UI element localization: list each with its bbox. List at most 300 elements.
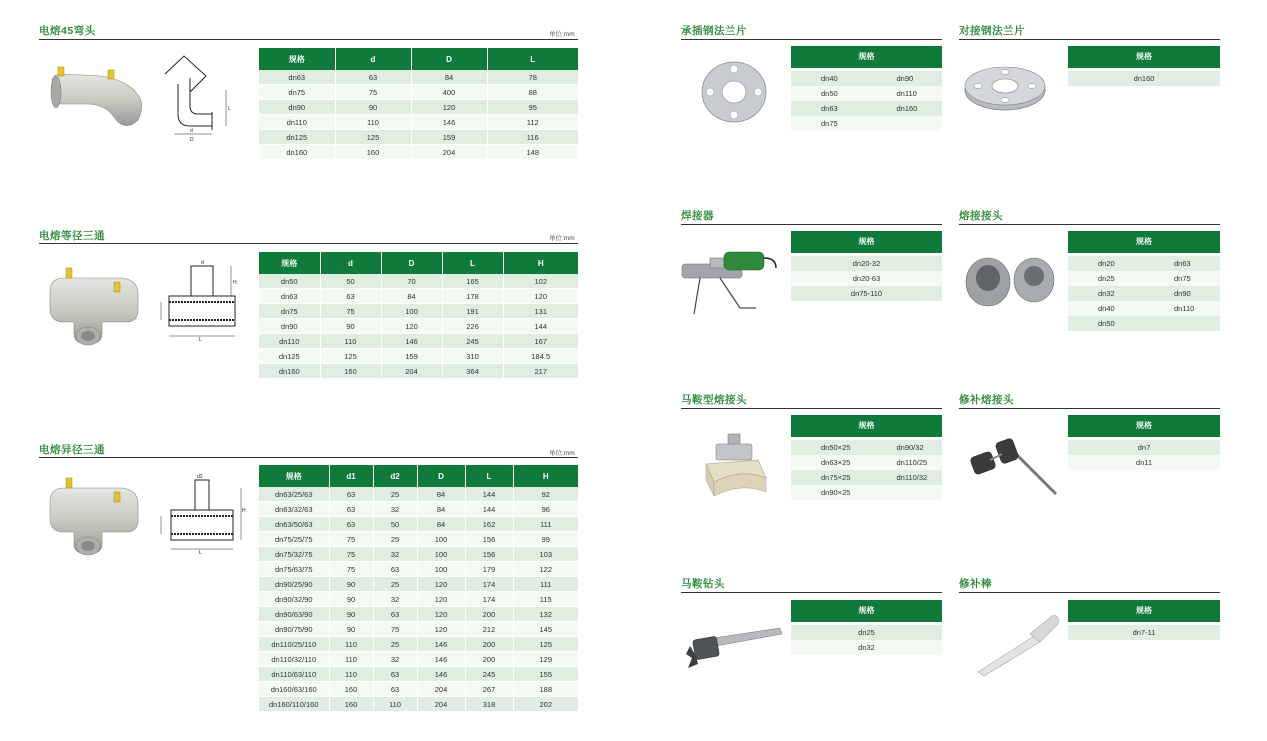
table-cell: 245	[442, 334, 503, 349]
spec-list-saddle-head	[791, 440, 942, 500]
table-row	[259, 532, 578, 547]
table-cell: 184.5	[503, 349, 578, 364]
svg-text:D: D	[190, 137, 194, 143]
table-cell: 204	[411, 145, 487, 160]
svg-text:H: H	[242, 508, 246, 514]
table-cell: dn125	[259, 349, 320, 364]
table-row	[259, 592, 578, 607]
list-item	[1068, 286, 1220, 301]
table-cell: dn75/25/75	[259, 532, 329, 547]
list-cell: dn7	[1137, 443, 1151, 452]
list-cell: dn110/25	[896, 458, 928, 467]
table-cell: 90	[320, 319, 381, 334]
list-item	[1068, 301, 1220, 316]
table-cell: 90	[329, 592, 373, 607]
list-cell: dn90	[1174, 289, 1191, 298]
table-header: H	[503, 252, 578, 274]
tee-photo	[44, 474, 144, 556]
table-cell: 159	[381, 349, 442, 364]
list-cell: dn32	[1098, 289, 1115, 298]
table-cell: 146	[417, 637, 465, 652]
table-row	[259, 70, 578, 85]
list-cell: dn20	[1098, 259, 1115, 268]
table-row	[259, 289, 578, 304]
list-item	[1068, 316, 1220, 331]
saddle-photo	[702, 432, 770, 500]
table-cell: 63	[329, 487, 373, 502]
table-cell: dn90/32/90	[259, 592, 329, 607]
table-cell: 110	[329, 637, 373, 652]
table-header: 规格	[791, 600, 942, 622]
svg-text:d: d	[190, 128, 193, 134]
fusion-head-photo	[964, 254, 1058, 310]
list-item	[791, 116, 942, 131]
table-cell: dn63/32/63	[259, 502, 329, 517]
list-item	[1068, 71, 1220, 86]
list-cell: dn25	[858, 628, 875, 637]
table-header: d	[335, 48, 411, 70]
table-cell: 146	[417, 652, 465, 667]
table-cell: 245	[465, 667, 513, 682]
table-cell: dn75	[259, 304, 320, 319]
list-item	[791, 625, 942, 640]
table-cell: 102	[503, 274, 578, 289]
table-row	[259, 145, 578, 160]
table-row	[259, 577, 578, 592]
table-cell: 84	[381, 289, 442, 304]
table-row	[259, 562, 578, 577]
repair-head-photo	[970, 432, 1062, 504]
table-cell: 155	[513, 667, 578, 682]
section-title-fusion-head: 熔接接头	[959, 210, 1003, 222]
table-cell: 148	[487, 145, 578, 160]
table-cell: 200	[465, 652, 513, 667]
list-cell: dn110	[1174, 304, 1195, 313]
section-title-welder: 焊接器	[681, 210, 714, 222]
svg-text:d2: d2	[197, 474, 203, 480]
table-cell: 364	[442, 364, 503, 379]
list-item	[791, 86, 942, 101]
table-cell: 120	[417, 577, 465, 592]
welder-photo	[680, 244, 780, 318]
flange-photo	[700, 60, 768, 124]
table-header: H	[513, 465, 578, 487]
table-cell: 200	[465, 637, 513, 652]
table-header: L	[465, 465, 513, 487]
table-cell: dn63/25/63	[259, 487, 329, 502]
table-row	[259, 274, 578, 289]
table-row	[259, 100, 578, 115]
table-cell: 217	[503, 364, 578, 379]
table-cell: 75	[320, 304, 381, 319]
table-cell: 132	[513, 607, 578, 622]
table-cell: 25	[373, 577, 417, 592]
table-cell: dn50	[259, 274, 320, 289]
table-cell: 90	[329, 607, 373, 622]
table-cell: 25	[373, 637, 417, 652]
list-item	[1068, 455, 1220, 470]
table-cell: 111	[513, 577, 578, 592]
list-cell: dn20-63	[852, 274, 881, 283]
table-cell: 146	[417, 667, 465, 682]
table-cell: dn110/32/110	[259, 652, 329, 667]
table-cell: 200	[465, 607, 513, 622]
list-item	[791, 101, 942, 116]
table-cell: 144	[465, 502, 513, 517]
table-cell: 100	[417, 562, 465, 577]
list-item	[791, 71, 942, 86]
table-cell: 267	[465, 682, 513, 697]
tee-drawing	[153, 260, 243, 342]
list-cell: dn75-110	[850, 289, 883, 298]
table-row	[259, 319, 578, 334]
table-cell: dn63	[259, 70, 335, 85]
table-cell: dn160/63/160	[259, 682, 329, 697]
table-cell: 120	[381, 319, 442, 334]
list-cell: dn7-11	[1132, 628, 1156, 637]
section-title-repair-head: 修补熔接头	[959, 394, 1014, 406]
table-cell: 63	[373, 682, 417, 697]
table-cell: 156	[465, 532, 513, 547]
table-cell: dn75/63/75	[259, 562, 329, 577]
table-cell: 95	[487, 100, 578, 115]
list-item	[1068, 256, 1220, 271]
list-cell: dn90×25	[821, 488, 851, 497]
list-cell	[867, 485, 943, 500]
section-title-equal-tee: 电熔等径三通	[39, 230, 105, 242]
spec-table-equal-tee	[259, 252, 578, 379]
list-cell: dn110/32	[896, 473, 928, 482]
table-cell: 50	[373, 517, 417, 532]
table-cell: 144	[465, 487, 513, 502]
table-header: 规格	[259, 48, 335, 70]
table-cell: 120	[417, 592, 465, 607]
divider	[959, 592, 1220, 593]
table-row	[259, 517, 578, 532]
table-cell: 191	[442, 304, 503, 319]
list-cell: dn160	[1133, 74, 1155, 83]
table-cell: 165	[442, 274, 503, 289]
spec-list-socket-flange	[791, 71, 942, 131]
list-item	[791, 485, 942, 500]
table-cell: 88	[487, 85, 578, 100]
table-header: D	[417, 465, 465, 487]
list-item	[1068, 440, 1220, 455]
list-cell: dn63×25	[821, 458, 851, 467]
table-cell: 146	[411, 115, 487, 130]
table-cell: 400	[411, 85, 487, 100]
table-cell: 160	[329, 697, 373, 712]
section-title-butt-flange: 对接钢法兰片	[959, 25, 1025, 37]
table-cell: dn90/75/90	[259, 622, 329, 637]
list-cell: dn50	[821, 89, 838, 98]
list-cell	[867, 116, 943, 131]
table-cell: 75	[373, 622, 417, 637]
table-cell: dn63	[259, 289, 320, 304]
table-row	[259, 667, 578, 682]
table-row	[259, 682, 578, 697]
list-cell: dn20-32	[852, 259, 881, 268]
list-cell: dn63	[1174, 259, 1191, 268]
table-row	[259, 547, 578, 562]
list-item	[1068, 625, 1220, 640]
table-cell: dn110	[259, 115, 335, 130]
table-cell: dn90	[259, 100, 335, 115]
list-cell: dn63	[821, 104, 838, 113]
table-header: 规格	[259, 252, 320, 274]
list-item	[1068, 271, 1220, 286]
table-cell: 112	[487, 115, 578, 130]
table-row	[259, 697, 578, 712]
divider	[681, 224, 942, 225]
divider	[681, 408, 942, 409]
table-cell: 160	[329, 682, 373, 697]
table-cell: 310	[442, 349, 503, 364]
spec-list-repair-rod	[1068, 625, 1220, 640]
list-cell: dn110	[896, 89, 917, 98]
table-header: D	[411, 48, 487, 70]
table-cell: 179	[465, 562, 513, 577]
table-header: 规格	[259, 465, 329, 487]
table-cell: 226	[442, 319, 503, 334]
table-cell: 110	[329, 652, 373, 667]
list-item	[791, 640, 942, 655]
spec-list-welder	[791, 256, 942, 301]
elbow-45-photo	[48, 64, 148, 134]
svg-text:L: L	[228, 106, 231, 112]
divider	[959, 39, 1220, 40]
table-cell: 145	[513, 622, 578, 637]
table-cell: 146	[381, 334, 442, 349]
table-row	[259, 334, 578, 349]
table-cell: dn110	[259, 334, 320, 349]
table-row	[259, 637, 578, 652]
list-cell	[1144, 316, 1220, 331]
table-cell: 84	[411, 70, 487, 85]
divider	[681, 592, 942, 593]
table-cell: 84	[417, 517, 465, 532]
list-cell: dn90/32	[896, 443, 924, 452]
table-cell: 75	[329, 547, 373, 562]
table-cell: 99	[513, 532, 578, 547]
table-cell: 103	[513, 547, 578, 562]
spec-table-reducing-tee	[259, 465, 578, 712]
spec-list-butt-flange	[1068, 71, 1220, 86]
table-cell: dn75	[259, 85, 335, 100]
table-row	[259, 85, 578, 100]
table-cell: 167	[503, 334, 578, 349]
section-title-repair-rod: 修补棒	[959, 578, 992, 590]
unit-label: 单位:mm	[549, 450, 575, 457]
list-cell: dn90	[896, 74, 914, 83]
section-title-reducing-tee: 电熔异径三通	[39, 444, 105, 456]
tee-photo	[44, 264, 144, 346]
unit-label: 单位:mm	[549, 235, 575, 242]
table-cell: 63	[329, 502, 373, 517]
spec-list-fusion-head	[1068, 256, 1220, 331]
table-cell: 25	[373, 487, 417, 502]
table-cell: 110	[335, 115, 411, 130]
table-cell: dn160	[259, 145, 335, 160]
table-header: 规格	[1068, 415, 1220, 437]
list-item	[791, 470, 942, 485]
table-row	[259, 349, 578, 364]
table-header: d1	[329, 465, 373, 487]
table-cell: 90	[329, 622, 373, 637]
list-cell: dn75	[1174, 274, 1191, 283]
table-cell: 144	[503, 319, 578, 334]
table-cell: 318	[465, 697, 513, 712]
spec-list-saddle-drill	[791, 625, 942, 655]
svg-text:H: H	[233, 280, 237, 286]
table-cell: 204	[417, 682, 465, 697]
list-cell: dn160	[896, 104, 918, 113]
table-row	[259, 364, 578, 379]
table-cell: 63	[335, 70, 411, 85]
table-header: 规格	[791, 46, 942, 68]
table-header: 规格	[1068, 600, 1220, 622]
table-cell: 75	[329, 532, 373, 547]
section-title-socket-flange: 承插钢法兰片	[681, 25, 747, 37]
table-cell: dn90	[259, 319, 320, 334]
table-cell: 131	[503, 304, 578, 319]
table-cell: 115	[513, 592, 578, 607]
table-cell: 202	[513, 697, 578, 712]
section-title-saddle-drill: 马鞍钻头	[681, 578, 725, 590]
divider	[681, 39, 942, 40]
table-cell: 78	[487, 70, 578, 85]
table-cell: 188	[513, 682, 578, 697]
table-cell: 110	[329, 667, 373, 682]
svg-text:L: L	[199, 550, 202, 556]
divider	[39, 39, 578, 40]
table-cell: 90	[335, 100, 411, 115]
list-item	[791, 271, 942, 286]
elbow-45-drawing	[160, 54, 240, 142]
table-row	[259, 652, 578, 667]
table-cell: 159	[411, 130, 487, 145]
table-cell: 204	[417, 697, 465, 712]
table-row	[259, 115, 578, 130]
table-cell: 63	[373, 607, 417, 622]
unit-label: 单位:mm	[549, 31, 575, 38]
table-cell: dn160/110/160	[259, 697, 329, 712]
table-cell: 96	[513, 502, 578, 517]
table-cell: 178	[442, 289, 503, 304]
table-row	[259, 502, 578, 517]
table-row	[259, 487, 578, 502]
table-header: d	[320, 252, 381, 274]
list-item	[791, 455, 942, 470]
table-cell: 25	[373, 532, 417, 547]
table-cell: dn90/25/90	[259, 577, 329, 592]
table-cell: 70	[381, 274, 442, 289]
divider	[959, 224, 1220, 225]
table-cell: 111	[513, 517, 578, 532]
table-cell: 160	[320, 364, 381, 379]
table-cell: 63	[373, 562, 417, 577]
table-cell: 129	[513, 652, 578, 667]
table-cell: 63	[320, 289, 381, 304]
table-cell: dn110/63/110	[259, 667, 329, 682]
list-cell: dn11	[1135, 458, 1153, 467]
table-header: L	[487, 48, 578, 70]
table-cell: 116	[487, 130, 578, 145]
flange-photo	[962, 64, 1048, 114]
section-title-elbow45: 电熔45弯头	[39, 25, 96, 37]
list-cell: dn75×25	[821, 473, 851, 482]
table-cell: 120	[503, 289, 578, 304]
divider	[39, 457, 578, 458]
table-cell: 32	[373, 502, 417, 517]
table-cell: 125	[320, 349, 381, 364]
list-cell: dn40	[821, 74, 838, 83]
table-cell: 162	[465, 517, 513, 532]
list-cell: dn50×25	[821, 443, 851, 452]
divider	[39, 243, 578, 244]
table-cell: 32	[373, 547, 417, 562]
table-header: d2	[373, 465, 417, 487]
table-cell: 156	[465, 547, 513, 562]
table-cell: 32	[373, 592, 417, 607]
table-cell: 110	[373, 697, 417, 712]
table-cell: 84	[417, 487, 465, 502]
list-item	[791, 256, 942, 271]
table-cell: 50	[320, 274, 381, 289]
table-cell: 110	[320, 334, 381, 349]
table-cell: 63	[373, 667, 417, 682]
table-header: 规格	[791, 231, 942, 253]
table-row	[259, 622, 578, 637]
table-row	[259, 304, 578, 319]
reducing-tee-drawing	[153, 472, 245, 554]
table-header: 规格	[1068, 231, 1220, 253]
drill-photo	[684, 624, 784, 674]
table-cell: 212	[465, 622, 513, 637]
table-cell: 63	[329, 517, 373, 532]
table-cell: 120	[417, 622, 465, 637]
table-cell: dn110/25/110	[259, 637, 329, 652]
table-cell: 90	[329, 577, 373, 592]
list-cell: dn25	[1098, 274, 1115, 283]
spec-table-elbow45	[259, 48, 578, 160]
table-row	[259, 607, 578, 622]
table-cell: 160	[335, 145, 411, 160]
table-cell: 125	[513, 637, 578, 652]
table-cell: 100	[381, 304, 442, 319]
table-cell: 32	[373, 652, 417, 667]
table-cell: 174	[465, 577, 513, 592]
table-cell: 75	[335, 85, 411, 100]
table-cell: 75	[329, 562, 373, 577]
list-cell: dn40	[1098, 304, 1115, 313]
table-cell: dn63/50/63	[259, 517, 329, 532]
table-row	[259, 130, 578, 145]
table-cell: 204	[381, 364, 442, 379]
section-title-saddle-head: 马鞍型熔接头	[681, 394, 747, 406]
table-cell: 100	[417, 547, 465, 562]
table-cell: 120	[417, 607, 465, 622]
list-item	[791, 440, 942, 455]
table-cell: 100	[417, 532, 465, 547]
table-header: D	[381, 252, 442, 274]
table-header: 规格	[1068, 46, 1220, 68]
table-cell: dn90/63/90	[259, 607, 329, 622]
list-cell: dn75	[821, 119, 838, 128]
table-cell: 92	[513, 487, 578, 502]
table-cell: dn160	[259, 364, 320, 379]
svg-text:d: d	[201, 260, 204, 266]
